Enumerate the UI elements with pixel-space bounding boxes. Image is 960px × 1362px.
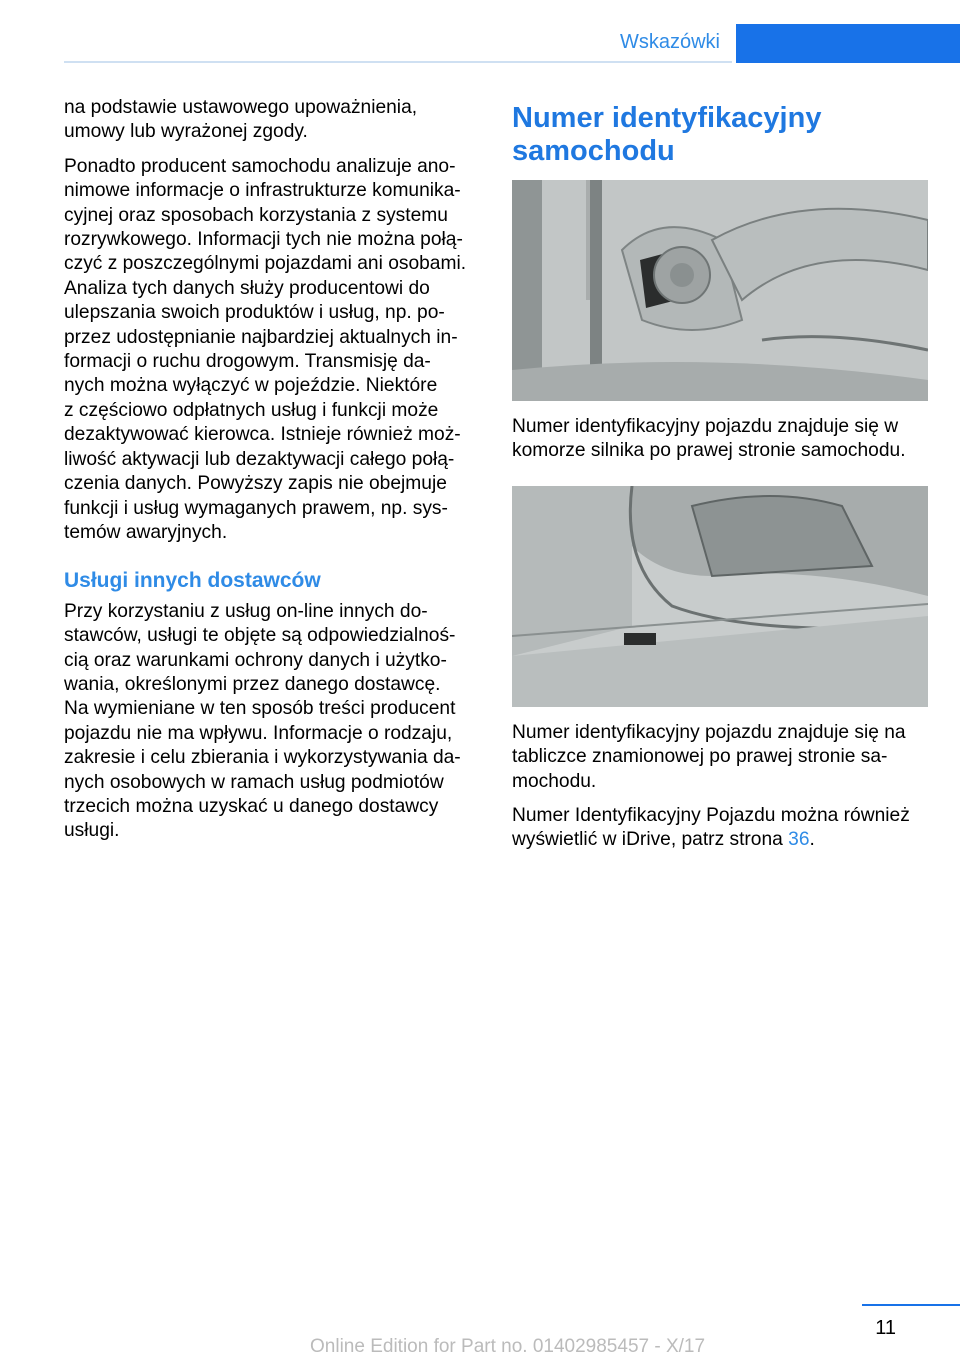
section-title: Wskazówki (619, 31, 720, 53)
header-color-block (736, 24, 960, 63)
page-heading: Numer identyfikacyjny samochodu (512, 102, 822, 167)
paragraph-consent: na podstawie ustawowego upoważnienia, umowy lub wyrażonej zgody. (64, 97, 418, 143)
engine-compartment-illustration (512, 180, 928, 401)
door-sill-image (512, 486, 928, 707)
footer-rule (862, 1304, 960, 1306)
header-rule (64, 61, 732, 63)
paragraph-idrive (512, 804, 930, 853)
page-reference-link[interactable]: 36 (788, 829, 810, 851)
paragraph-third-party: Przy korzystaniu z usług on-line innych do- stawców, usługi te objęte są odpowiedzialnoś- cią oraz warunkami ochrony danych i użytko- wania, określonymi przez danego dostawcę. Na wymieniane w ten sposób treści producent pojazdu nie ma wpływu. Informacje o rodzaju, zakresie i celu zbierania i wykorzystywania da- nych osobowych w ramach usług podmiotów trzecich można uzyskać u danego dostawcy usługi. (64, 600, 461, 842)
caption-engine-compartment: Numer identyfikacyjny pojazdu znajduje się w komorze silnika po prawej stronie samochodu. (512, 416, 906, 462)
engine-compartment-image (512, 180, 928, 401)
page-number: 11 (875, 1317, 896, 1339)
subheading-third-party: Usługi innych dostawców (64, 569, 321, 593)
idrive-text: Numer Identyfikacyjny Pojazdu można również wyświetlić w iDrive, patrz strona (512, 805, 910, 851)
door-sill-illustration (512, 486, 928, 707)
left-column (64, 96, 482, 854)
right-column (512, 96, 930, 863)
idrive-suffix: . (809, 829, 815, 851)
paragraph-anonymous-data: Ponadto producent samochodu analizuje ano- nimowe informacje o infrastrukturze komunika- cyjnej oraz sposobach korzystania z systemu rozrywkowego. Informacji tych nie można połą- czyć z poszczególnymi pojazdami ani osobami. Analiza tych danych służy producentowi do ulepszania swoich produktów i usług, np. po- przez udostępnianie najbardziej aktualnych in- formacji o ruchu drogowym. Transmisję da- nych można wyłączyć w pojeździe. Niektóre z częściowo odpłatnych usług i funkcji może dezaktywować kierowca. Istnieje również moż- liwość aktywacji lub dezaktywacji całego połą- czenia danych. Powyższy zapis nie obejmuje funkcji i usług wymaganych prawem, np. sys- temów awaryjnych. (64, 155, 467, 543)
edition-footer: Online Edition for Part no. 01402985457 - X/17 (310, 1336, 706, 1357)
caption-type-plate: Numer identyfikacyjny pojazdu znajduje się na tabliczce znamionowej po prawej stronie sa- mochodu. (512, 721, 906, 792)
